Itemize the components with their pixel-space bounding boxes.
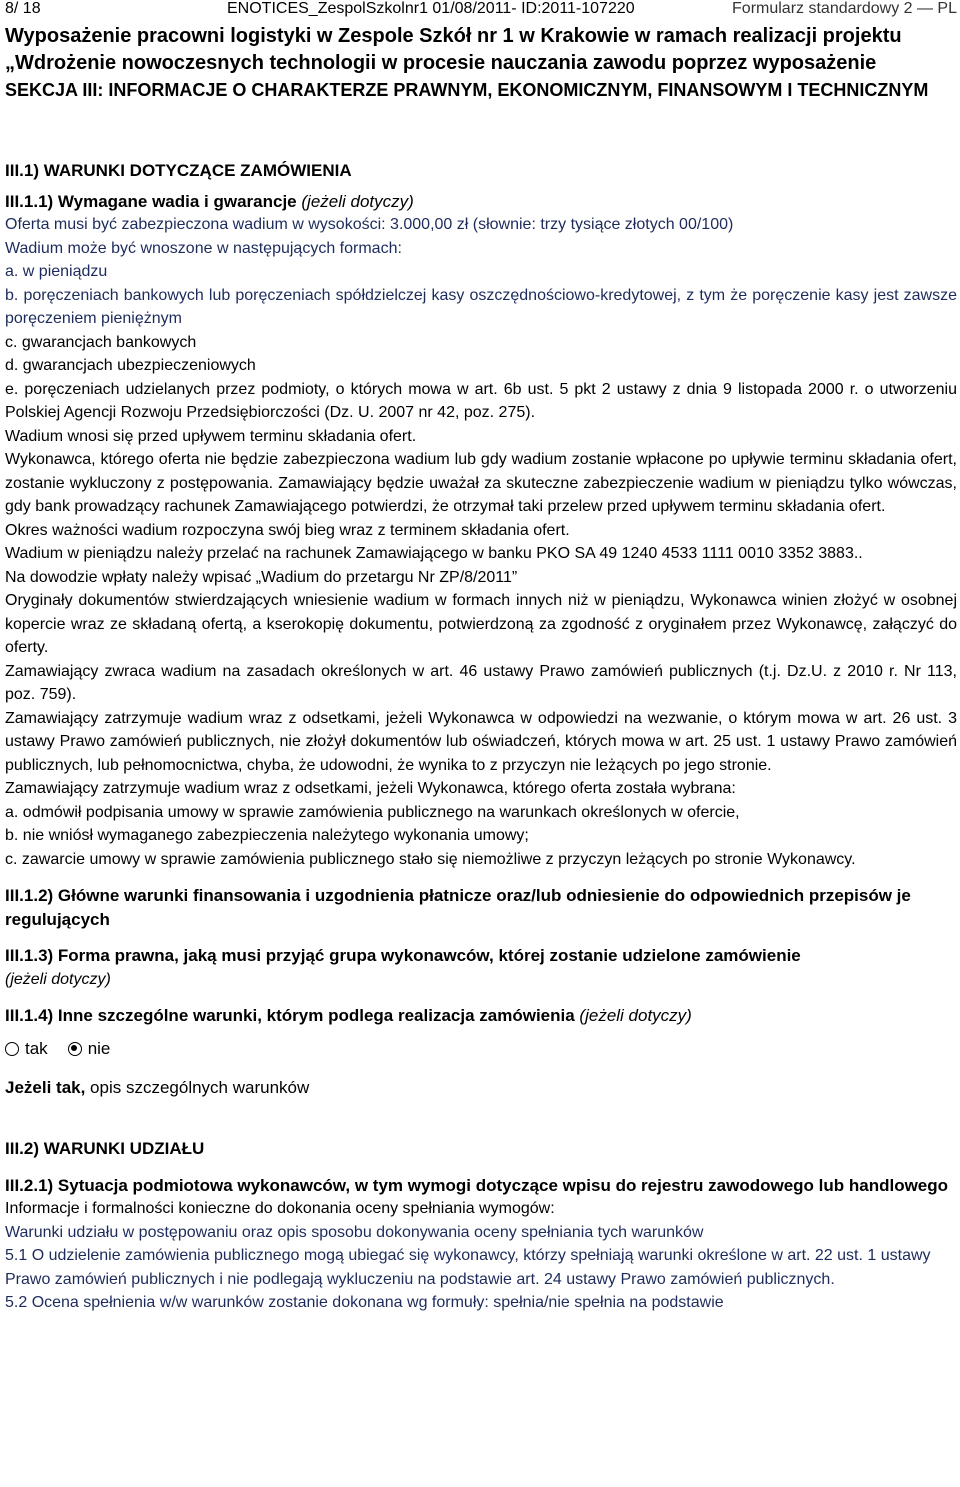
- page-number: 8/ 18: [5, 0, 41, 17]
- wadium-line: Zamawiający zatrzymuje wadium wraz z odsetkami, jeżeli Wykonawca w odpowiedzi na wezwanie, o którym mowa w art. 26 ust. 3 ustawy Prawo zamówień publicznych, nie złożył dokumentów lub oświadczeń, których mowa w art. 25 ust. 1 ustawy Prawo zamówień publicznych, lub pełnomocnictwa, chyba, że udowodni, że wynika to z przyczyn nie leżących po jego stronie.: [5, 709, 957, 774]
- radio-option-tak[interactable]: [5, 1037, 48, 1061]
- radio-nie-label: nie: [87, 1038, 111, 1058]
- heading-iii-2-1: III.2.1) Sytuacja podmiotowa wykonawców, w tym wymogi dotyczące wpisu do rejestru zawodowego lub handlowego: [5, 1175, 949, 1195]
- notice-id: ENOTICES_ZespolSzkolnr1 01/08/2011- ID:2011-107220: [227, 0, 635, 17]
- heading-iii-1-4-note: (jeżeli dotyczy): [579, 1006, 692, 1025]
- wadium-line: Na dowodzie wpłaty należy wpisać „Wadium do przetargu Nr ZP/8/2011”: [5, 568, 518, 586]
- wadium-line: d. gwarancjach ubezpieczeniowych: [5, 357, 256, 374]
- wadium-line: Oferta musi być zabezpieczona wadium w wysokości: 3.000,00 zł (słownie: trzy tysiące złotych 00/100): [5, 216, 734, 233]
- heading-iii-1-1-text: III.1.1) Wymagane wadia i gwarancje: [5, 191, 297, 211]
- heading-iii-1-4-text: III.1.4) Inne szczególne warunki, którym podlega realizacja zamówienia: [5, 1006, 575, 1025]
- if-yes-description: [5, 1076, 957, 1100]
- heading-iii-1-1: [5, 190, 957, 214]
- special-conditions-radio-group: [5, 1035, 957, 1063]
- wadium-line: Wadium wnosi się przed upływem terminu składania ofert.: [5, 427, 417, 445]
- document-title: Wyposażenie pracowni logistyki w Zespole Szkół nr 1 w Krakowie w ramach realizacji projektu „Wdrożenie nowoczesnych technologii w procesie nauczania zawodu poprzez wyposażenie: [5, 25, 902, 74]
- conditions-line: 5.2 Ocena spełnienia w/w warunków zostanie dokonana wg formuły: spełnia/nie spełnia na podstawie: [5, 1294, 724, 1311]
- wadium-line: Wadium może być wnoszone w następujących formach:: [5, 239, 402, 257]
- document-page: [5, 0, 957, 1315]
- radio-tak-label: tak: [25, 1038, 48, 1058]
- wadium-line: Wadium w pieniądzu należy przelać na rachunek Zamawiającego w banku PKO SA 49 1240 4533 1111 0010 3352 3883..: [5, 545, 863, 562]
- conditions-line: 5.1 O udzielenie zamówienia publicznego mogą ubiegać się wykonawcy, którzy spełniają warunki określone w art. 22 ust. 1 ustawy Prawo zamówień publicznych i nie podlegają wykluczeniu na podstawie art. 24 ustawy Prawo zamówień publicznych.: [5, 1247, 931, 1288]
- conditions-line: Warunki udziału w postępowaniu oraz opis sposobu dokonywania oceny spełniania tych warunków: [5, 1223, 704, 1241]
- if-yes-rest: opis szczególnych warunków: [85, 1077, 310, 1097]
- heading-iii-1: III.1) WARUNKI DOTYCZĄCE ZAMÓWIENIA: [5, 161, 352, 180]
- heading-iii-1-3: III.1.3) Forma prawna, jaką musi przyjąć grupa wykonawców, której zostanie udzielone zamówienie: [5, 946, 801, 965]
- wadium-line: Wykonawca, którego oferta nie będzie zabezpieczona wadium lub gdy wadium zostanie wpłacone po upływie terminu składania ofert, zostanie wykluczony z postępowania. Zamawiający będzie uważał za skuteczne zabezpieczenie wadium w pieniądzu tylko wówczas, gdy bank prowadzący rachunek Zamawiającego potwierdzi, że otrzymał taki przelew przed upływem terminu składania ofert.: [5, 451, 957, 515]
- wadium-line: a. odmówił podpisania umowy w sprawie zamówienia publicznego na warunkach określonych w ofercie,: [5, 803, 740, 821]
- heading-iii-2: III.2) WARUNKI UDZIAŁU: [5, 1139, 205, 1158]
- radio-option-nie[interactable]: [68, 1037, 111, 1061]
- wadium-line: Zamawiający zatrzymuje wadium wraz z odsetkami, jeżeli Wykonawca, którego oferta została wybrana:: [5, 780, 736, 797]
- heading-iii-1-4: [5, 1004, 957, 1028]
- wadium-line: b. poręczeniach bankowych lub poręczeniach spółdzielczej kasy oszczędnościowo-kredytowej, z tym że poręczenie kasy jest zawsze poręczeniem pieniężnym: [5, 286, 957, 327]
- if-yes-bold: Jeżeli tak,: [5, 1077, 86, 1097]
- wadium-line: c. gwarancjach bankowych: [5, 333, 197, 351]
- heading-iii-1-2: III.1.2) Główne warunki finansowania i uzgodnienia płatnicze oraz/lub odniesienie do odpowiednich przepisów je regulujących: [5, 886, 911, 929]
- section-title: SEKCJA III: INFORMACJE O CHARAKTERZE PRAWNYM, EKONOMICZNYM, FINANSOWYM I TECHNICZNYM: [5, 80, 929, 100]
- wadium-line: c. zawarcie umowy w sprawie zamówienia publicznego stało się niemożliwe z przyczyn leżących po stronie Wykonawcy.: [5, 850, 856, 868]
- wadium-line: b. nie wniósł wymaganego zabezpieczenia należytego wykonania umowy;: [5, 827, 529, 844]
- page-header: [5, 0, 957, 22]
- heading-iii-1-1-note: (jeżeli dotyczy): [301, 191, 414, 211]
- wadium-line: e. poręczeniach udzielanych przez podmioty, o których mowa w art. 6b ust. 5 pkt 2 ustawy z dnia 9 listopada 2000 r. o utworzeniu Polskiej Agencji Rozwoju Przedsiębiorczości (Dz. U. 2007 nr 42, poz. 275).: [5, 380, 957, 421]
- info-intro: Informacje i formalności konieczne do dokonania oceny spełniania wymogów:: [5, 1200, 555, 1217]
- form-type: Formularz standardowy 2 — PL: [732, 0, 957, 17]
- wadium-line: Okres ważności wadium rozpoczyna swój bieg wraz z terminem składania ofert.: [5, 521, 570, 539]
- wadium-line: a. w pieniądzu: [5, 263, 108, 280]
- radio-tak[interactable]: [5, 1042, 19, 1056]
- heading-iii-1-3-note: (jeżeli dotyczy): [5, 970, 111, 988]
- radio-nie[interactable]: [68, 1042, 82, 1056]
- wadium-line: Oryginały dokumentów stwierdzających wniesienie wadium w formach innych niż w pieniądzu, Wykonawca winien złożyć w osobnej kopercie wraz ze składaną ofertą, a kserokopię dokumentu, potwierdzoną za zgodność z oryginałem przez Wykonawcę, załączyć do oferty.: [5, 592, 957, 656]
- wadium-line: Zamawiający zwraca wadium na zasadach określonych w art. 46 ustawy Prawo zamówień publicznych (t.j. Dz.U. z 2010 r. Nr 113, poz. 759).: [5, 662, 957, 703]
